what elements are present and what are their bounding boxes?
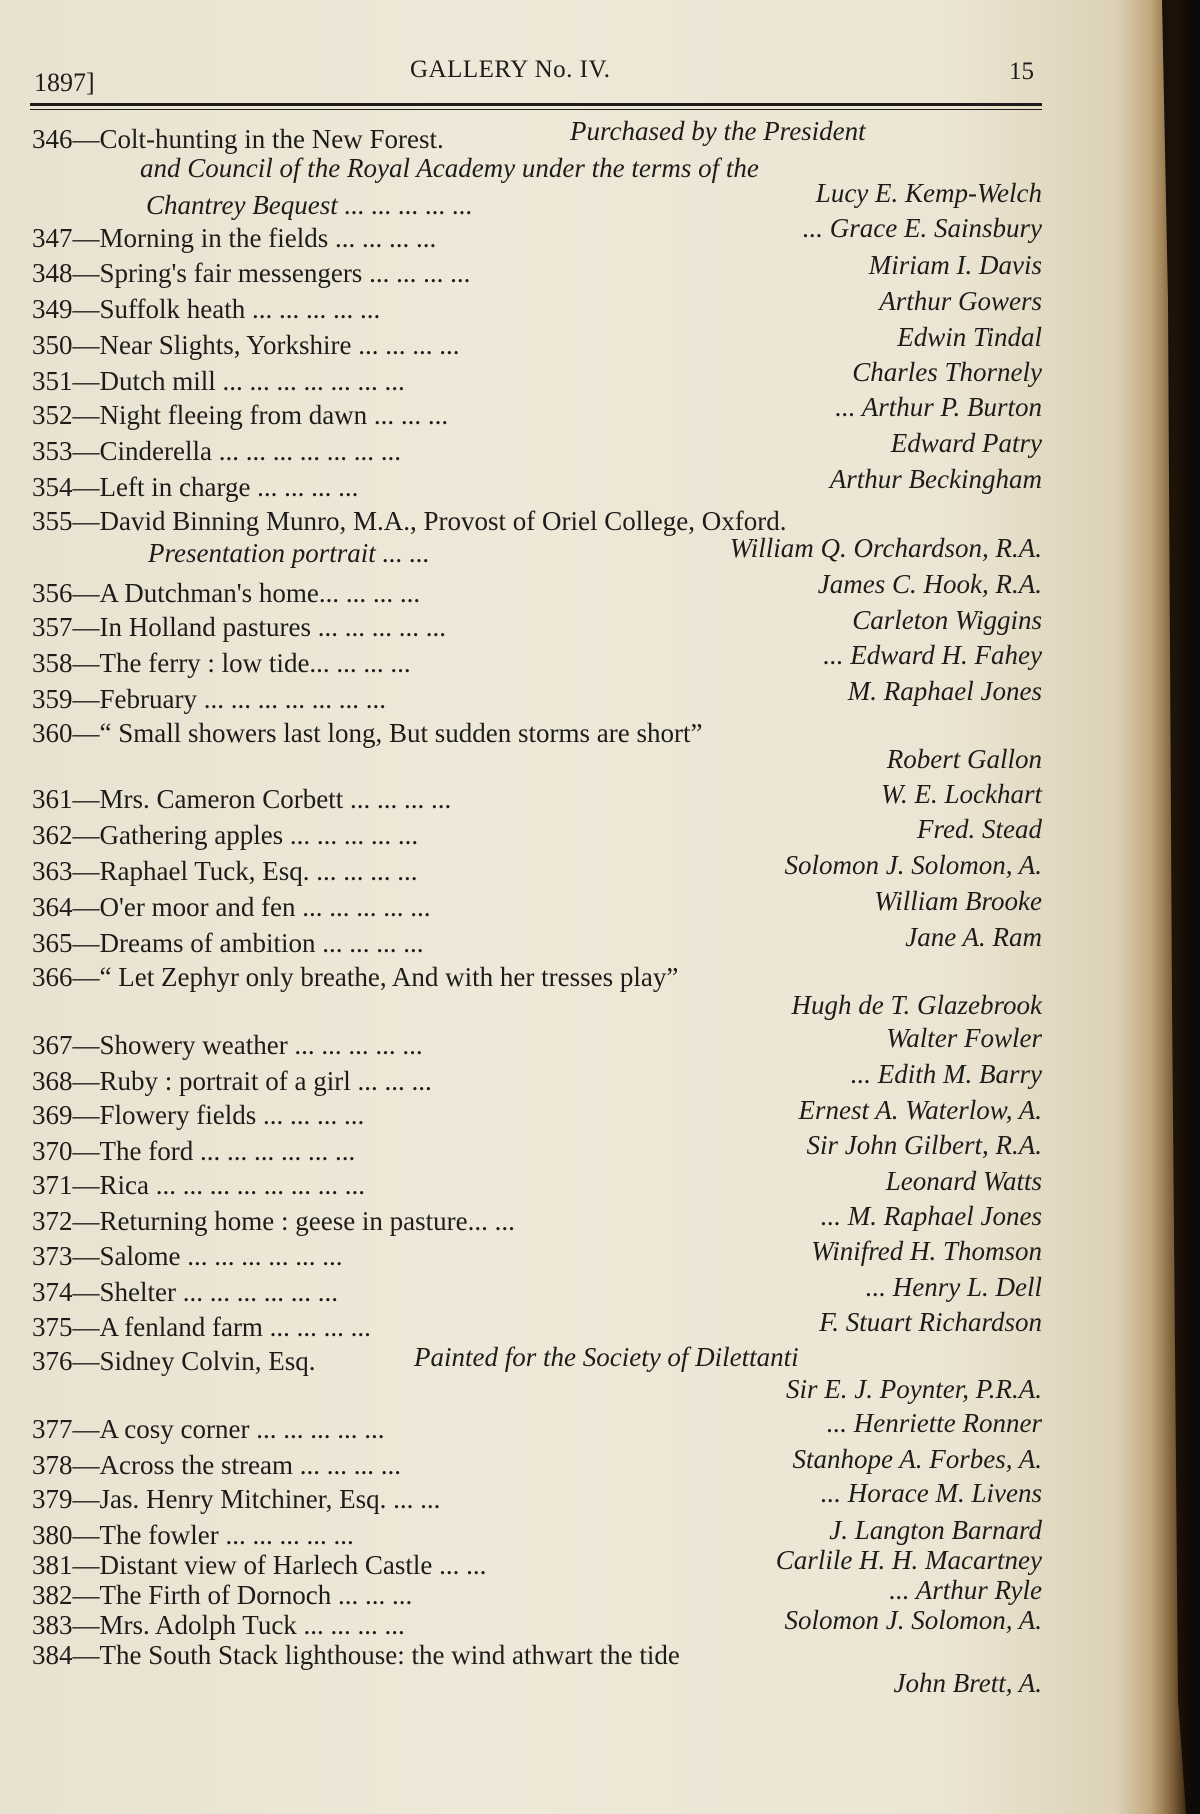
entry-title: 371—Rica ... ... ... ... ... ... ... ...	[32, 1170, 365, 1200]
entry-title: 347—Morning in the fields ... ... ... ...	[32, 223, 437, 253]
entry-title: 379—Jas. Henry Mitchiner, Esq. ... ...	[32, 1484, 441, 1514]
entry-title: 361—Mrs. Cameron Corbett ... ... ... ...	[32, 784, 452, 814]
artist-name: W. E. Lockhart	[881, 779, 1042, 809]
entry-title: 346—Colt-hunting in the New Forest.	[32, 124, 444, 154]
artist-name: ... Henriette Ronner	[826, 1408, 1042, 1438]
artist-name: Solomon J. Solomon, A.	[784, 1605, 1042, 1635]
entry-title: 370—The ford ... ... ... ... ... ...	[32, 1136, 356, 1166]
entry-title: 380—The fowler ... ... ... ... ...	[32, 1520, 354, 1550]
entry-title: 360—“ Small showers last long, But sudden storms are short”	[32, 718, 703, 748]
artist-name: Solomon J. Solomon, A.	[784, 850, 1042, 880]
entry-title: 375—A fenland farm ... ... ... ...	[32, 1312, 371, 1342]
header-title: GALLERY No. IV.	[410, 56, 611, 83]
artist-name: Sir John Gilbert, R.A.	[806, 1130, 1042, 1160]
artist-name: ... Arthur Ryle	[889, 1575, 1042, 1605]
artist-name: Charles Thornely	[852, 357, 1042, 387]
artist-name: Hugh de T. Glazebrook	[791, 990, 1042, 1020]
entry-title: 363—Raphael Tuck, Esq. ... ... ... ...	[32, 856, 418, 886]
entry-title: 368—Ruby : portrait of a girl ... ... ...	[32, 1066, 432, 1096]
entry-note: and Council of the Royal Academy under the terms of the	[140, 153, 759, 183]
entry-title: 349—Suffolk heath ... ... ... ... ...	[32, 294, 381, 324]
entry-title: 348—Spring's fair messengers ... ... ... ...	[32, 258, 471, 288]
artist-name: Carlile H. H. Macartney	[775, 1545, 1042, 1575]
entry-title: 384—The South Stack lighthouse: the wind athwart the tide	[32, 1640, 680, 1670]
artist-name: Robert Gallon	[886, 744, 1042, 774]
artist-name: James C. Hook, R.A.	[817, 569, 1042, 599]
entry-note: Purchased by the President	[570, 116, 866, 146]
artist-name: M. Raphael Jones	[847, 676, 1042, 706]
entry-title: 354—Left in charge ... ... ... ...	[32, 472, 359, 502]
entry-title: 352—Night fleeing from dawn ... ... ...	[32, 400, 449, 430]
artist-name: ... Arthur P. Burton	[835, 392, 1042, 422]
entry-note: Presentation portrait ... ...	[148, 538, 430, 568]
entry-title: 382—The Firth of Dornoch ... ... ...	[32, 1580, 413, 1610]
artist-name: ... Grace E. Sainsbury	[802, 213, 1042, 243]
artist-name: Ernest A. Waterlow, A.	[798, 1095, 1042, 1125]
entry-title: 381—Distant view of Harlech Castle ... ...	[32, 1550, 487, 1580]
artist-name: Sir E. J. Poynter, P.R.A.	[786, 1374, 1042, 1404]
entry-title: 378—Across the stream ... ... ... ...	[32, 1450, 401, 1480]
artist-name: Fred. Stead	[917, 814, 1042, 844]
artist-name: ... Horace M. Livens	[820, 1478, 1042, 1508]
entry-title: 366—“ Let Zephyr only breathe, And with her tresses play”	[32, 962, 679, 992]
artist-name: J. Langton Barnard	[829, 1515, 1042, 1545]
artist-name: Arthur Beckingham	[829, 464, 1042, 494]
entry-title: 372—Returning home : geese in pasture... ...	[32, 1206, 515, 1236]
entry-title: 353—Cinderella ... ... ... ... ... ... ...	[32, 436, 401, 466]
entry-title: 357—In Holland pastures ... ... ... ... ...	[32, 612, 446, 642]
page-number: 15	[1009, 58, 1034, 85]
artist-name: John Brett, A.	[893, 1668, 1042, 1698]
artist-name: ... M. Raphael Jones	[820, 1201, 1042, 1231]
artist-name: Walter Fowler	[886, 1023, 1042, 1053]
entry-title: 383—Mrs. Adolph Tuck ... ... ... ...	[32, 1610, 405, 1640]
entry-title: 350—Near Slights, Yorkshire ... ... ... ...	[32, 330, 460, 360]
entry-title: 374—Shelter ... ... ... ... ... ...	[32, 1277, 338, 1307]
entry-title: 358—The ferry : low tide... ... ... ...	[32, 648, 411, 678]
entry-title: 359—February ... ... ... ... ... ... ...	[32, 684, 386, 714]
entry-title: 351—Dutch mill ... ... ... ... ... ... ...	[32, 366, 405, 396]
artist-name: Carleton Wiggins	[852, 605, 1042, 635]
artist-name: Stanhope A. Forbes, A.	[792, 1444, 1042, 1474]
artist-name: Leonard Watts	[885, 1166, 1042, 1196]
artist-name: ... Henry L. Dell	[865, 1272, 1042, 1302]
entry-note: Painted for the Society of Dilettanti	[414, 1342, 799, 1372]
entry-note: Chantrey Bequest ... ... ... ... ...	[146, 190, 473, 220]
artist-name: F. Stuart Richardson	[819, 1307, 1042, 1337]
header-year: 1897]	[34, 68, 95, 97]
artist-name: Edwin Tindal	[897, 322, 1042, 352]
artist-name: William Brooke	[874, 886, 1042, 916]
artist-name: ... Edward H. Fahey	[823, 640, 1042, 670]
artist-name: Miriam I. Davis	[868, 250, 1042, 280]
entry-title: 373—Salome ... ... ... ... ... ...	[32, 1241, 343, 1271]
artist-name: William Q. Orchardson, R.A.	[729, 533, 1042, 563]
artist-name: Lucy E. Kemp-Welch	[815, 178, 1042, 208]
entry-title: 367—Showery weather ... ... ... ... ...	[32, 1030, 423, 1060]
entry-title: 376—Sidney Colvin, Esq.	[32, 1346, 316, 1376]
entry-title: 355—David Binning Munro, M.A., Provost of Oriel College, Oxford.	[32, 506, 787, 536]
artist-name: Winifred H. Thomson	[811, 1236, 1042, 1266]
artist-name: Arthur Gowers	[879, 286, 1042, 316]
entry-title: 369—Flowery fields ... ... ... ...	[32, 1100, 365, 1130]
artist-name: Edward Patry	[890, 428, 1042, 458]
artist-name: ... Edith M. Barry	[850, 1059, 1042, 1089]
entry-title: 356—A Dutchman's home... ... ... ...	[32, 578, 421, 608]
entry-title: 365—Dreams of ambition ... ... ... ...	[32, 928, 424, 958]
entry-title: 377—A cosy corner ... ... ... ... ...	[32, 1414, 385, 1444]
entry-title: 362—Gathering apples ... ... ... ... ...	[32, 820, 419, 850]
entry-title: 364—O'er moor and fen ... ... ... ... ...	[32, 892, 431, 922]
artist-name: Jane A. Ram	[905, 922, 1042, 952]
